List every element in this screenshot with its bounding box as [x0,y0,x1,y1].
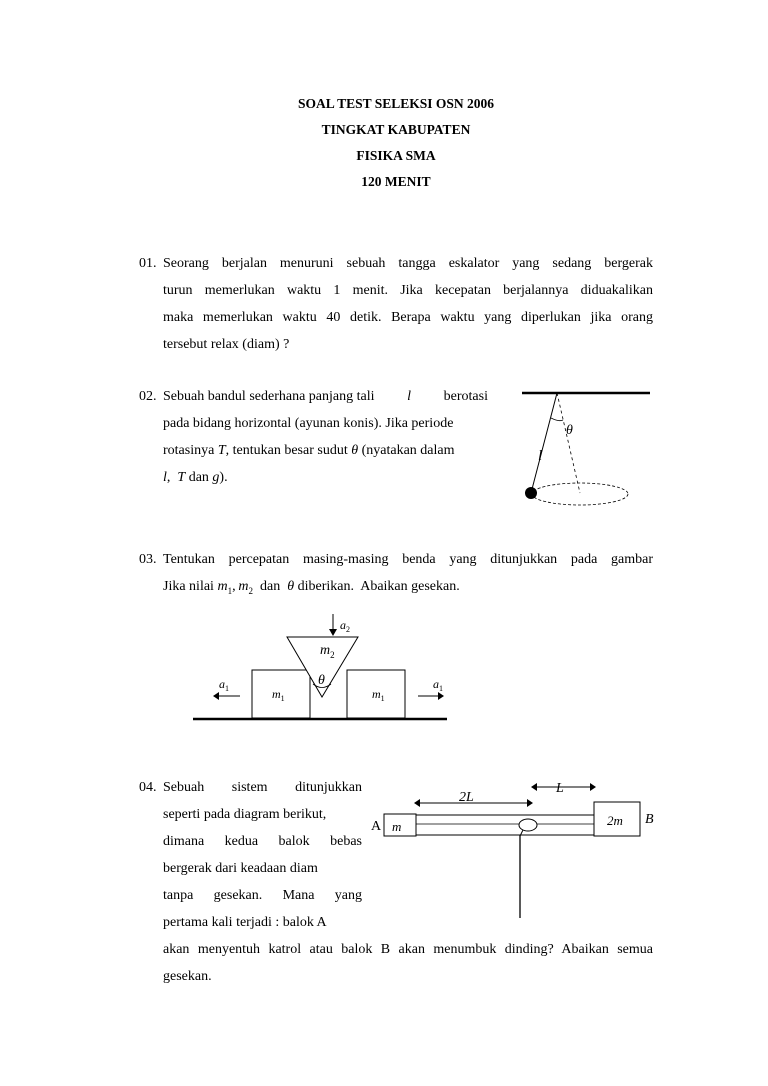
string-length-label: l [538,448,543,464]
label-L: L [556,781,564,796]
q4-line-1: Sebuah sistem ditunjukkan [163,780,362,795]
q2-line-2: pada bidang horizontal (ayunan konis). Jika periode [163,416,454,431]
q3-line-1: Tentukan percepatan masing-masing benda yang ditunjukkan pada gambar [163,552,653,567]
q3-line-2: Jika nilai $m_1$, $m_2$ dan θ diberikan. Abaikan gesekan. [163,579,460,596]
dimension-2L-arrow-left [414,799,420,807]
q4-line-4: bergerak dari keadaan diam [163,861,318,876]
header-line-2: TINGKAT KABUPATEN [321,122,471,137]
q1-line-3: maka memerlukan waktu 40 detik. Berapa waktu yang diperlukan jika orang [163,310,653,325]
dimension-2L-arrow-right [527,799,533,807]
q1-line-1: Seorang berjalan menuruni sebuah tangga eskalator yang sedang bergerak [163,256,653,271]
label-A: A [371,819,382,834]
q4-number: 04. [139,780,157,795]
header-line-3: FISIKA SMA [356,148,436,163]
q4-line-2: seperti pada diagram berikut, [163,807,327,822]
label-2L: 2L [459,790,474,805]
label-B: B [645,812,654,827]
header-line-1: SOAL TEST SELEKSI OSN 2006 [297,96,495,111]
dimension-L-arrow-left [531,783,537,791]
q4-line-8: gesekan. [163,969,212,984]
q2-number: 02. [139,389,157,404]
label-a1-left: $a_1$ [219,677,229,693]
q4-line-3: dimana kedua balok bebas [163,834,362,849]
q2-line-4: l, T dan g). [163,470,228,485]
q2-line-1: Sebuah bandul sederhana panjang tali l berotasi [163,389,488,404]
label-a2: $a_2$ [340,618,350,634]
label-m2: $m_2$ [320,643,335,660]
q4-line-5: tanpa gesekan. Mana yang [163,888,362,903]
label-2m: 2m [607,813,623,828]
q3-number: 03. [139,552,157,567]
q4-line-6: pertama kali terjadi : balok A [163,915,327,930]
q4-line-7: akan menyentuh katrol atau balok B akan menumbuk dinding? Abaikan semua [163,942,653,957]
q1-number: 01. [139,256,157,271]
label-m: m [392,819,402,834]
header-line-4: 120 MENIT [361,174,431,189]
table-surface [384,815,607,835]
label-theta: θ [318,673,325,688]
label-a1-right: $a_1$ [433,677,443,693]
q2-line-3: rotasinya T, tentukan besar sudut θ (nyatakan dalam [163,443,455,458]
pulley [519,819,537,831]
label-m1-right: $m_1$ [372,687,385,703]
theta-label: θ [566,423,573,438]
dimension-L-arrow-right [590,783,596,791]
label-m1-left: $m_1$ [272,687,285,703]
q1-line-2: turun memerlukan waktu 1 menit. Jika kecepatan berjalannya diduakalikan [163,283,653,298]
q1-line-4: tersebut relax (diam) ? [163,337,290,352]
